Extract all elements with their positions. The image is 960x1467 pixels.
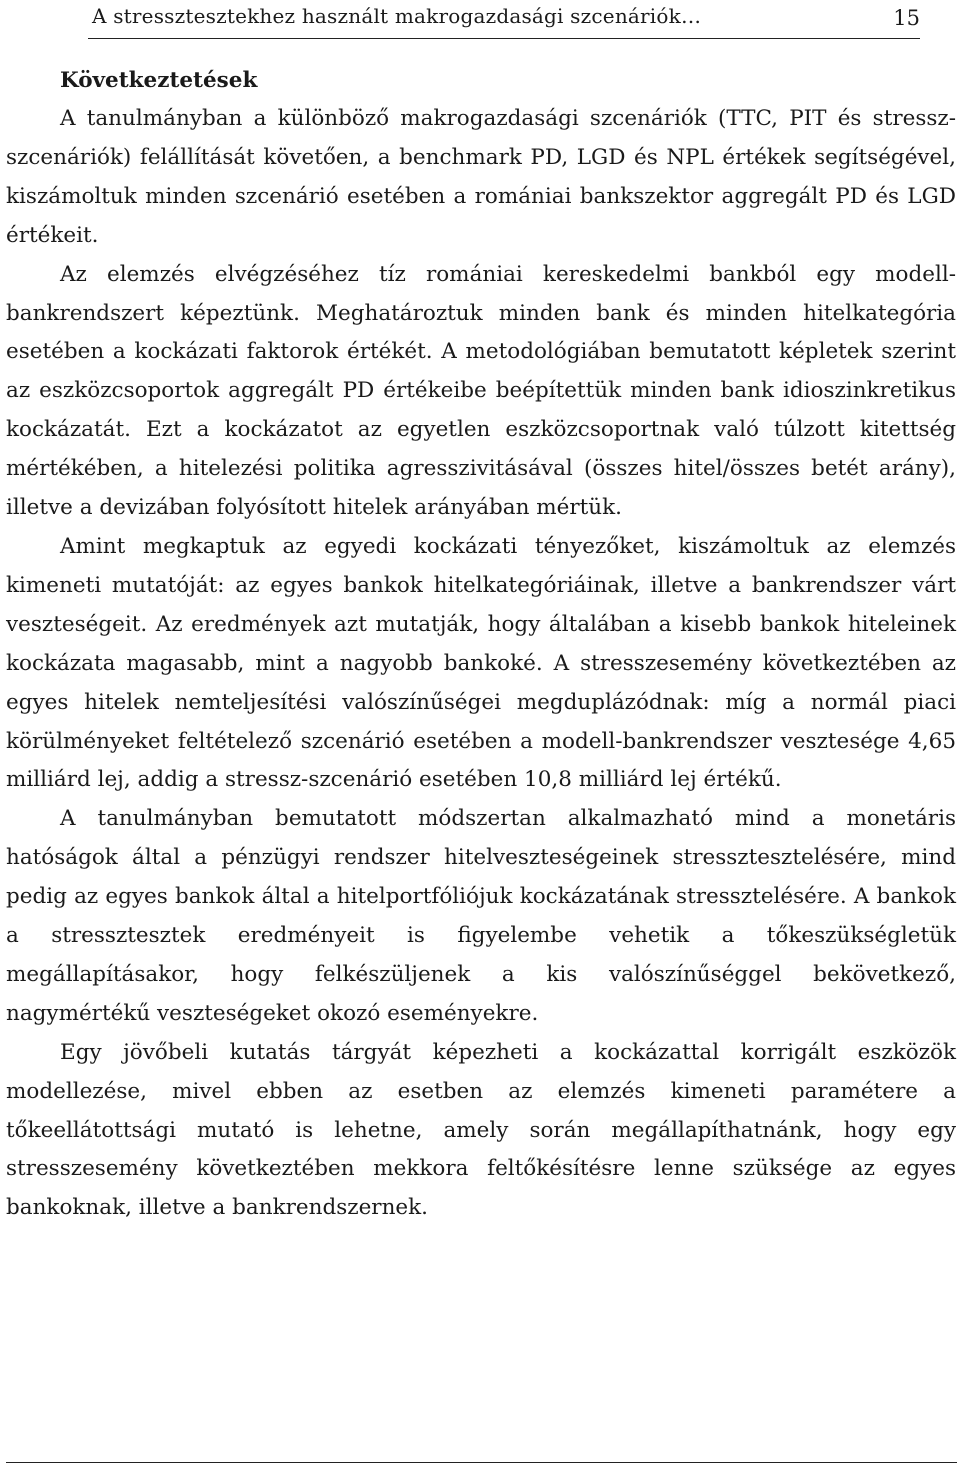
- paragraph-5: Egy jövőbeli kutatás tárgyát képezheti a kockázattal korrigált eszközök modellezése, mivel ebben az esetben az elemzés kimeneti paramétere a tőkeellátottsági mutató is lehetne, amely során megállapíthatnánk, hogy egy stresszesemény következtében mekkora feltőkésítésre lenne szüksége az egyes bankoknak, illetve a bankrendszernek.: [6, 1039, 956, 1221]
- paragraph-2: Az elemzés elvégzéséhez tíz romániai kereskedelmi bankból egy modell-bankrendszert képeztünk. Meghatároztuk minden bank és minden hitelkategória esetében a kockázati faktorok értékét. A metodológiában bemutatott képletek szerint az eszközcsoportok aggregált PD értékeibe beépítettük minden bank idioszinkretikus kockázatát. Ezt a kockázatot az egyetlen eszközcsoportnak való túlzott kitettség mértékében, a hitelezési politika agresszivitásával (összes hitel/összes betét arány), illetve a devizában folyósított hitelek arányában mértük.: [6, 261, 956, 521]
- bottom-rule: [6, 1462, 957, 1463]
- paragraph-1: A tanulmányban a különböző makrogazdasági szcenáriók (TTC, PIT és stressz-szcenáriók) felállítását követően, a benchmark PD, LGD és NPL értékek segítségével, kiszámoltuk minden szcenárió esetében a romániai bankszektor aggregált PD és LGD értékeit.: [6, 106, 956, 248]
- page-header: [88, 4, 920, 39]
- section-heading: Következtetések: [60, 68, 258, 93]
- paragraph-3: Amint megkaptuk az egyedi kockázati tényezőket, kiszámoltuk az elemzés kimeneti mutatóját: az egyes bankok hitelkategóriáinak, illetve a bankrendszer várt veszteségeit. Az eredmények azt mutatják, hogy általában a kisebb bankok hiteleinek kockázata magasabb, mint a nagyobb bankoké. A stresszesemény következtében az egyes hitelek nemteljesítési valószínűségei megduplázódnak: míg a normál piaci körülményeket feltételező szcenárió esetében a modell-bankrendszer vesztesége 4,65 milliárd lej, addig a stressz-szcenárió esetében 10,8 milliárd lej értékű.: [6, 533, 956, 793]
- page-number: 15: [893, 6, 920, 30]
- main-content: [6, 62, 956, 1228]
- running-title: A stressztesztekhez használt makrogazdasági szcenáriók…: [92, 4, 702, 28]
- paragraph-4: A tanulmányban bemutatott módszertan alkalmazható mind a monetáris hatóságok által a pénzügyi rendszer hitelveszteségeinek stressztesztelésére, mind pedig az egyes bankok által a hitelportfóliójuk kockázatának stressztelésére. A bankok a stressztesztek eredményeit is figyelembe vehetik a tőkeszükségletük megállapításakor, hogy felkészüljenek a kis valószínűséggel bekövetkező, nagymértékű veszteségeket okozó eseményekre.: [6, 806, 956, 1026]
